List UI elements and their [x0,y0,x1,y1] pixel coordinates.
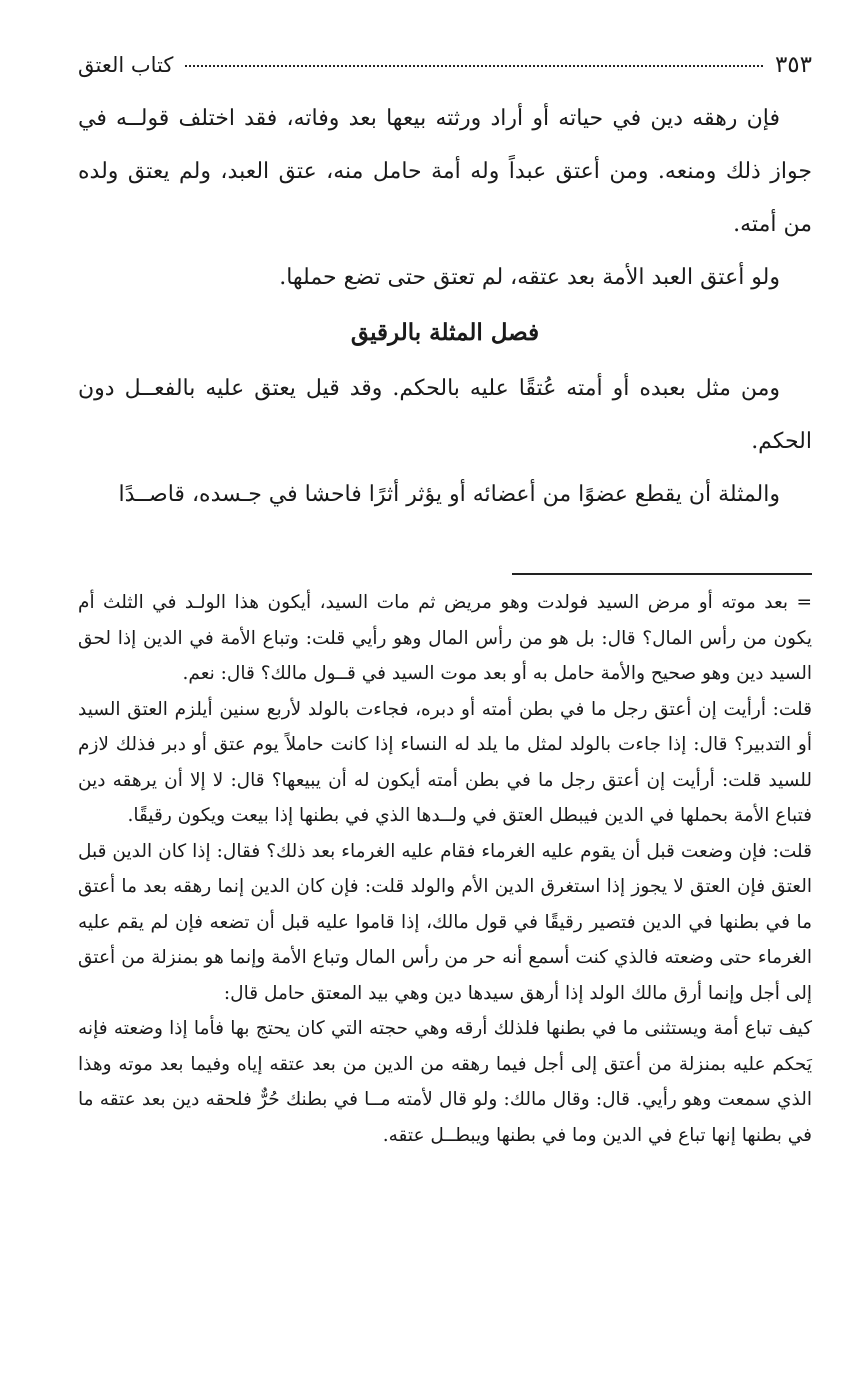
footnote-paragraph: كيف تباع أمة ويستثنى ما في بطنها فلذلك أرقه وهي حجته التي كان يحتج بها فأما إذا وضعته فإنه يَحكم عليه بمنزلة من أعتق إلى أجل فيما رهقه من الدين من بعد عتقه إياه وفيما بعد موته وهذا الذي سمعت وهو رأيي. قال: وقال مالك: ولو قال لأمته مــا في بطنك حُرٌّ فلحقه دين بعد عتقه ما في بطنها إنها تباع في الدين وما في بطنها ويبطــل عتقه. [78,1018,812,1146]
running-title: كتاب العتق [78,53,174,77]
main-text [78,92,812,521]
header-dot-leader [185,65,763,67]
page-number: ٣٥٣ [774,52,812,78]
paragraph: ومن مثل بعبده أو أمته عُتقًا عليه بالحكم. وقد قيل يعتق عليه بالفعــل دون الحكم. [78,376,812,454]
running-header [78,52,812,92]
footnotes [78,585,812,1153]
footnote-separator [512,573,812,575]
paragraph: ولو أعتق العبد الأمة بعد عتقه، لم تعتق حتى تضع حملها. [279,265,780,290]
book-page [78,52,812,1153]
section-heading: فصل المثلة بالرقيق [350,319,540,346]
paragraph: فإن رهقه دين في حياته أو أراد ورثته بيعها بعد وفاته، فقد اختلف قولــه في جواز ذلك ومنعه. ومن أعتق عبداً وله أمة حامل منه، عتق العبد، ولم يعتق ولده من أمته. [78,106,812,237]
paragraph: والمثلة أن يقطع عضوًا من أعضائه أو يؤثر أثرًا فاحشا في جـسده، قاصــدًا [118,482,780,507]
footnote-paragraph: قلت: فإن وضعت قبل أن يقوم عليه الغرماء فقام عليه الغرماء بعد ذلك؟ فقال: إذا كان الدين قبل العتق فإن العتق لا يجوز إذا استغرق الدين الأم والولد قلت: فإن كان الدين إنما رهقه بعد ما أعتق ما في بطنها في الدين فتصير رقيقًا في قول مالك، إذا قاموا عليه قبل أن تضعه فإن لم يقم عليه الغرماء حتى وضعته فالذي كنت أسمع أنه حر من رأس المال وتباع الأمة وإنما هو بمنزلة من أعتق إلى أجل وإنما أرق مالك الولد إذا أرهق سيدها دين وهي بيد المعتق حامل قال: [78,840,812,1004]
footnote-paragraph: قلت: أرأيت إن أعتق رجل ما في بطن أمته أو دبره، فجاءت بالولد لأربع سنين أيلزم العتق السيد أو التدبير؟ قال: إذا جاءت بالولد لمثل ما يلد له النساء إذا كانت حاملاً يوم عتق أو دبر فذلك لازم للسيد قلت: أرأيت إن أعتق رجل ما في بطن أمته أيكون له أن يبيعها؟ قال: لا إلا أن يرهقه دين فتباع الأمة بحملها في الدين فيبطل العتق في ولــدها الذي في بطنها إذا بيعت ويكون رقيقًا. [78,698,812,826]
footnote-paragraph: = بعد موته أو مرض السيد فولدت وهو مريض ثم مات السيد، أيكون هذا الولـد في الثلث أم يكون من رأس المال؟ قال: بل هو من رأس المال وهو رأيي قلت: وتباع الأمة في الدين إذا لحق السيد دين وهو صحيح والأمة حامل به أو بعد موت السيد في قــول مالك؟ قال: نعم. [78,592,812,684]
